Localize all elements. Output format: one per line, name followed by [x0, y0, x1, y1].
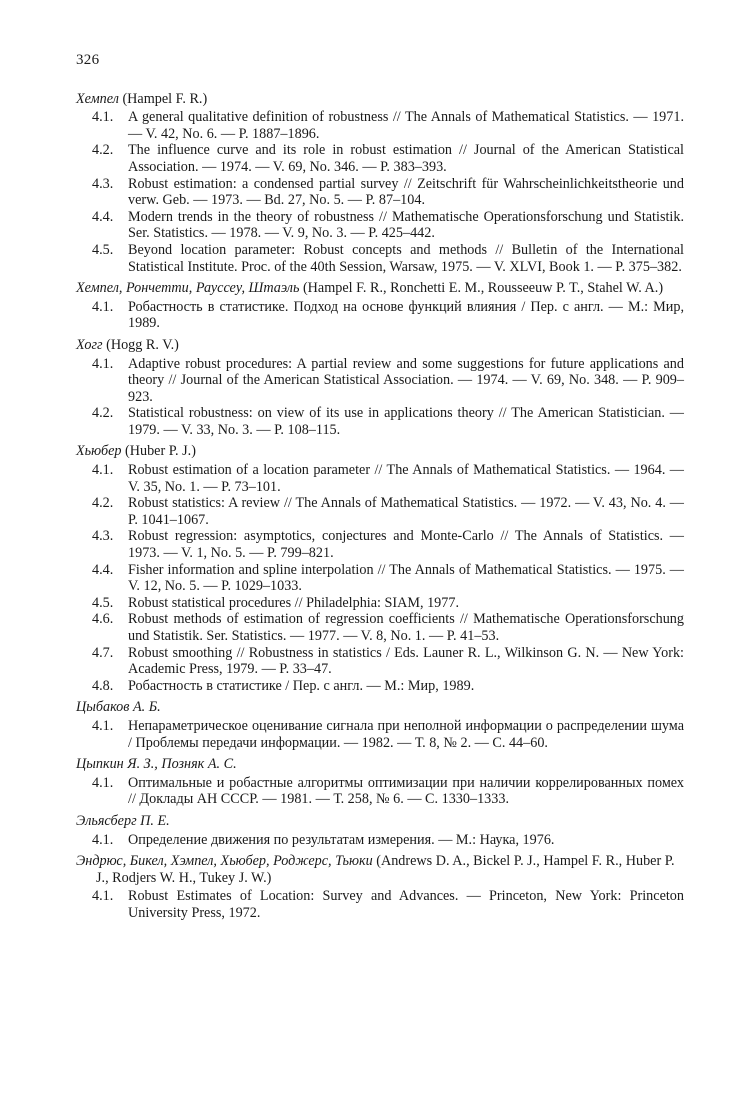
author-heading: [76, 91, 684, 108]
entry-text: Robust estimation: a condensed partial survey // Zeitschrift für Wahrscheinlichkeitstheorie und verw. Geb. — 1973. — Bd. 27, No. 5. — P. 87–104.: [128, 175, 684, 209]
entry-number: 4.6.: [92, 611, 114, 628]
bibliography-entry: [76, 645, 684, 678]
entry-text: Robust Estimates of Location: Survey and Advances. — Princeton, New York: Princeton University Press, 1972.: [128, 888, 684, 921]
entry-list: [76, 718, 684, 751]
bibliography-entry: [76, 528, 684, 561]
bibliography-entry: [76, 209, 684, 242]
entry-text: Оптимальные и робастные алгоритмы оптимизации при наличии коррелированных помех // Доклады АН СССР. — 1981. — Т. 258, № 6. — С. 1330–1333.: [128, 774, 684, 808]
page-number: 326: [76, 52, 100, 68]
bibliography-entry: [76, 775, 684, 808]
author-heading: [76, 756, 684, 773]
entry-text: Непараметрическое оценивание сигнала при неполной информации о распределении шума / Проблемы передачи информации. — 1982. — Т. 8, № 2. — С. 44–60.: [128, 717, 684, 751]
entry-list: [76, 109, 684, 275]
author-heading: [76, 443, 684, 460]
bibliography-entry: [76, 595, 684, 612]
author-heading: [76, 813, 684, 830]
entry-number: 4.3.: [92, 528, 114, 545]
entry-text: Beyond location parameter: Robust concepts and methods // Bulletin of the International Statistical Institute. Proc. of the 40th Session, Warsaw, 1975. — V. XLVI, Book 1. — P. 375–382.: [128, 241, 684, 275]
bibliography-entry: [76, 299, 684, 332]
author-name-en: (Andrews D. A., Bickel P. J., Hampel F. R., Huber P. J., Rodjers W. H., Tukey J. W.): [96, 853, 675, 886]
entry-number: 4.2.: [92, 495, 114, 512]
entry-text: Robust methods of estimation of regression coefficients // Mathematische Operationsforschung und Statistik. Ser. Statistics. — 1977. — V. 8, No. 1. — P. 41–53.: [128, 611, 684, 644]
entry-number: 4.1.: [92, 355, 114, 372]
entry-number: 4.1.: [92, 109, 114, 126]
bibliography-entry: [76, 718, 684, 751]
entry-text: Adaptive robust procedures: A partial review and some suggestions for future applications and theory // Journal of the American Statistical Association. — 1974. — V. 69, No. 348. — P. 909–923.: [128, 355, 684, 405]
entry-text: A general qualitative definition of robustness // The Annals of Mathematical Statistics. — 1971. — V. 42, No. 6. — P. 1887–1896.: [128, 109, 684, 142]
bibliography-entry: [76, 462, 684, 495]
author-name-ru: Хемпел: [76, 90, 119, 107]
entry-text: Робастность в статистике / Пер. с англ. — М.: Мир, 1989.: [128, 677, 475, 694]
bibliography-list: [76, 91, 684, 922]
bibliography-entry: [76, 678, 684, 695]
entry-text: Robust estimation of a location parameter // The Annals of Mathematical Statistics. — 1964. — V. 35, No. 1. — P. 73–101.: [128, 462, 684, 495]
author-name-ru: Хьюбер: [76, 443, 122, 460]
bibliography-entry: [76, 109, 684, 142]
author-heading: [76, 280, 684, 297]
author-name-en: (Hogg R. V.): [106, 336, 179, 353]
bibliography-entry: [76, 242, 684, 275]
entry-text: Определение движения по результатам измерения. — М.: Наука, 1976.: [128, 831, 555, 848]
bibliography-entry: [76, 405, 684, 438]
entry-text: Робастность в статистике. Подход на основе функций влияния / Пер. с англ. — М.: Мир, 1989.: [128, 298, 684, 332]
entry-number: 4.4.: [92, 561, 114, 578]
entry-list: [76, 299, 684, 332]
entry-text: Fisher information and spline interpolation // The Annals of Mathematical Statistics. — 1975. — V. 12, No. 5. — P. 1029–1033.: [128, 561, 684, 595]
author-name-ru: Эндрюс, Бикел, Хэмпел, Хьюбер, Роджерс, Тьюки: [76, 853, 373, 870]
author-name-ru: Эльясберг П. Е.: [76, 812, 170, 829]
entry-text: The influence curve and its role in robust estimation // Journal of the American Statistical Association. — 1974. — V. 69, No. 346. — P. 383–393.: [128, 142, 684, 175]
entry-list: [76, 356, 684, 439]
bibliography-entry: [76, 888, 684, 921]
entry-number: 4.4.: [92, 208, 114, 225]
author-name-ru: Хогг: [76, 336, 103, 353]
entry-list: [76, 888, 684, 921]
author-name-ru: Хемпел, Рончетти, Рауссеу, Штаэль: [76, 280, 300, 297]
entry-list: [76, 462, 684, 694]
entry-number: 4.1.: [92, 298, 114, 315]
bibliography-entry: [76, 562, 684, 595]
author-name-en: (Huber P. J.): [125, 443, 196, 460]
entry-text: Robust statistics: A review // The Annals of Mathematical Statistics. — 1972. — V. 43, No. 4. — P. 1041–1067.: [128, 495, 684, 528]
entry-number: 4.8.: [92, 677, 114, 694]
entry-number: 4.3.: [92, 175, 114, 192]
entry-list: [76, 832, 684, 849]
bibliography-entry: [76, 611, 684, 644]
entry-text: Modern trends in the theory of robustness // Mathematische Operationsforschung und Statistik. Ser. Statistics. — 1978. — V. 9, No. 3. — P. 425–442.: [128, 208, 684, 242]
entry-number: 4.1.: [92, 774, 114, 791]
entry-number: 4.1.: [92, 831, 114, 848]
author-name-en: (Hampel F. R., Ronchetti E. M., Rousseeuw P. T., Stahel W. A.): [302, 280, 664, 297]
author-heading: [76, 337, 684, 354]
entry-number: 4.1.: [92, 888, 114, 905]
author-heading: [76, 853, 684, 886]
entry-number: 4.2.: [92, 142, 114, 159]
entry-number: 4.5.: [92, 241, 114, 258]
bibliography-entry: [76, 495, 684, 528]
entry-list: [76, 775, 684, 808]
entry-number: 4.5.: [92, 594, 114, 611]
entry-text: Robust smoothing // Robustness in statistics / Eds. Launer R. L., Wilkinson G. N. — New York: Academic Press, 1979. — P. 33–47.: [128, 644, 684, 678]
author-name-ru: Цыбаков А. Б.: [76, 699, 161, 716]
bibliography-entry: [76, 832, 684, 849]
author-heading: [76, 699, 684, 716]
bibliography-entry: [76, 176, 684, 209]
entry-number: 4.2.: [92, 405, 114, 422]
author-name-ru: Цыпкин Я. З., Позняк А. С.: [76, 756, 237, 773]
entry-text: Robust regression: asymptotics, conjectures and Monte-Carlo // The Annals of Statistics. — 1973. — V. 1, No. 5. — P. 799–821.: [128, 528, 684, 562]
entry-text: Robust statistical procedures // Philadelphia: SIAM, 1977.: [128, 594, 460, 611]
bibliography-page: [76, 52, 684, 924]
author-name-en: (Hampel F. R.): [122, 90, 208, 107]
entry-number: 4.1.: [92, 717, 114, 734]
bibliography-entry: [76, 356, 684, 406]
entry-number: 4.1.: [92, 462, 114, 479]
entry-number: 4.7.: [92, 644, 114, 661]
bibliography-entry: [76, 142, 684, 175]
entry-text: Statistical robustness: on view of its use in applications theory // The American Statistician. — 1979. — V. 33, No. 3. — P. 108–115.: [128, 405, 684, 438]
